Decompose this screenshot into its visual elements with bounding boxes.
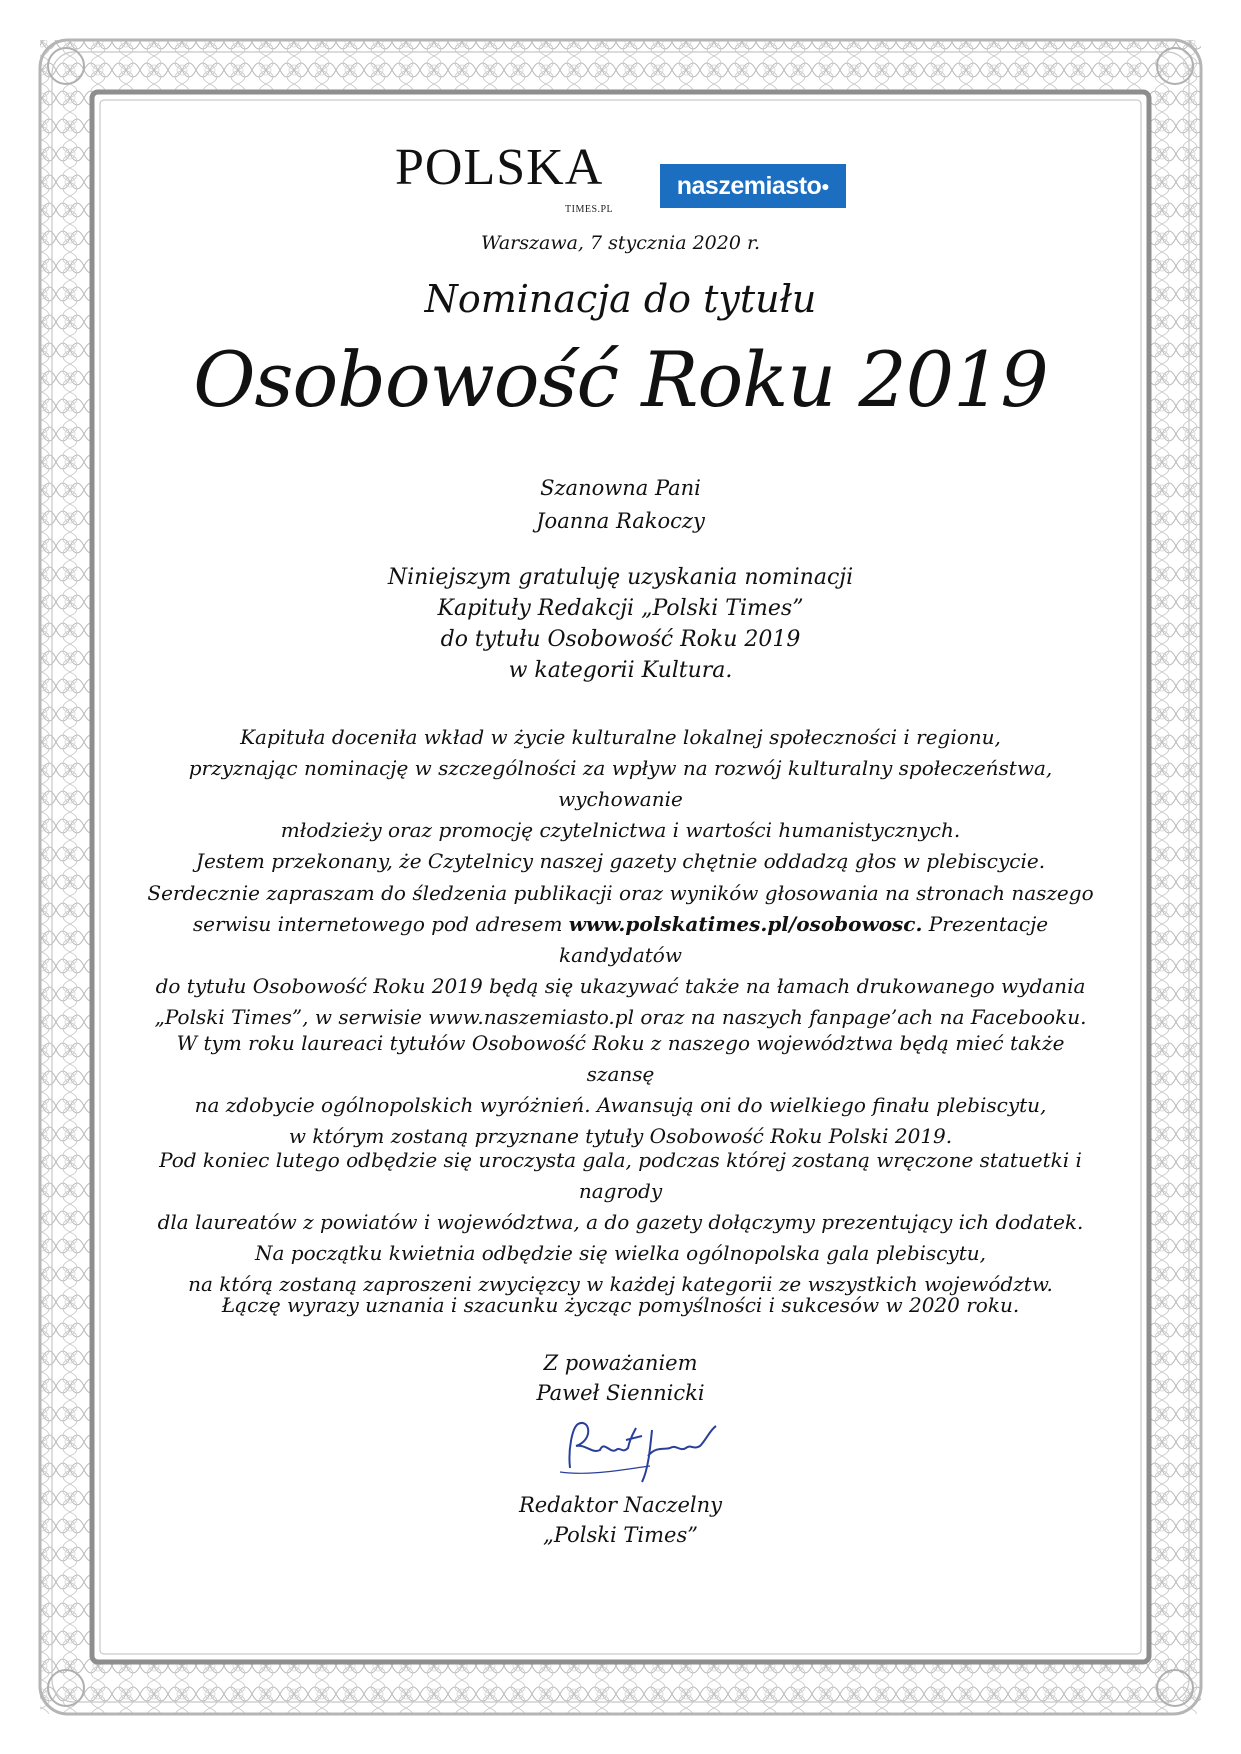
paragraph-line: „Polski Times”, w serwisie www.naszemiasto.pl oraz na naszych fanpage’ach na Facebooku. (154, 1005, 1087, 1029)
award-title: Osobowość Roku 2019 (193, 335, 1048, 424)
congratulations-line: Kapituły Redakcji „Polski Times” (437, 596, 804, 621)
paragraph-line: Serdecznie zapraszam do śledzenia publikacji oraz wyników głosowania na stronach naszego (147, 881, 1094, 905)
paragraph-line: Kapituła doceniła wkład w życie kulturalne lokalnej społeczności i regionu, (240, 725, 1001, 749)
congratulations-line: do tytułu Osobowość Roku 2019 (440, 627, 801, 652)
paragraph-line: dla laureatów z powiatów i województwa, a do gazety dołączymy prezentujący ich dodatek. (157, 1210, 1084, 1234)
paragraph-line: na którą zostaną zaproszeni zwycięzcy w każdej kategorii ze wszystkich województw. (188, 1272, 1053, 1296)
paragraph-line: Pod koniec lutego odbędzie się uroczysta gala, podczas której zostaną wręczone statuetki i nagrody (159, 1148, 1082, 1203)
paragraph-invitation (140, 878, 1101, 1033)
paragraph-line: przyznając nominację w szczególności za wpływ na rozwój kulturalny społeczeństwa, wychowanie (188, 756, 1053, 811)
role-line: Redaktor Naczelny (519, 1493, 722, 1517)
paragraph-line: Jestem przekonany, że Czytelnicy naszej gazety chętnie oddadzą głos w plebiscycie. (195, 849, 1046, 873)
congratulations-line: w kategorii Kultura. (508, 658, 733, 683)
paragraph-line (140, 909, 1101, 971)
naszemiasto-logo (660, 164, 846, 208)
paragraph-chapter (140, 722, 1101, 877)
greeting-line: Szanowna Pani (540, 476, 701, 500)
paragraph-line: młodzieży oraz promocję czytelnictwa i wartości humanistycznych. (280, 818, 961, 842)
signatory-role (140, 1490, 1101, 1550)
paragraph-line: na zdobycie ogólnopolskich wyróżnień. Awansują oni do wielkiego finału plebiscytu, (194, 1093, 1047, 1117)
paragraph-line: do tytułu Osobowość Roku 2019 będą się ukazywać także na łamach drukowanego wydania (155, 974, 1086, 998)
closing-wishes: Łączę wyrazy uznania i szacunku życząc pomyślności i sukcesów w 2020 roku. (221, 1293, 1020, 1317)
paragraph-gala (140, 1145, 1101, 1300)
nomination-heading: Nominacja do tytułu (424, 277, 817, 321)
role-line: „Polski Times” (543, 1523, 698, 1547)
logos (140, 139, 1101, 222)
signature-icon (530, 1410, 750, 1490)
congratulations (140, 562, 1101, 686)
paragraph-laureates (140, 1028, 1101, 1152)
naszemiasto-logo-text: naszemiasto (676, 172, 822, 200)
paragraph-line: Na początku kwietnia odbędzie się wielka ogólnopolska gala plebiscytu, (255, 1241, 986, 1265)
polska-times-logo-subtitle: TIMES.PL (565, 204, 614, 215)
paragraph-line: w którym zostaną przyznane tytuły Osobowość Roku Polski 2019. (288, 1124, 953, 1148)
signatory-name: Paweł Siennicki (536, 1381, 705, 1405)
naszemiasto-logo-mark-icon: ● (821, 178, 830, 194)
polska-times-logo: POLSKA (395, 139, 604, 196)
paragraph-text: serwisu internetowego pod adresem (192, 912, 569, 936)
paragraph-line: W tym roku laureaci tytułów Osobowość Roku z naszego województwa będą mieć także szansę (176, 1031, 1065, 1086)
congratulations-line: Niniejszym gratuluję uzyskania nominacji (387, 565, 854, 590)
signoff (140, 1348, 1101, 1408)
website-link[interactable]: www.polskatimes.pl/osobowosc. (568, 912, 923, 936)
letter-date: Warszawa, 7 stycznia 2020 r. (480, 232, 761, 254)
paragraph-text: Prezentacje kandydatów (559, 912, 1049, 967)
signoff-line: Z poważaniem (543, 1351, 698, 1375)
greeting (140, 472, 1101, 538)
recipient-name: Joanna Rakoczy (536, 509, 705, 533)
